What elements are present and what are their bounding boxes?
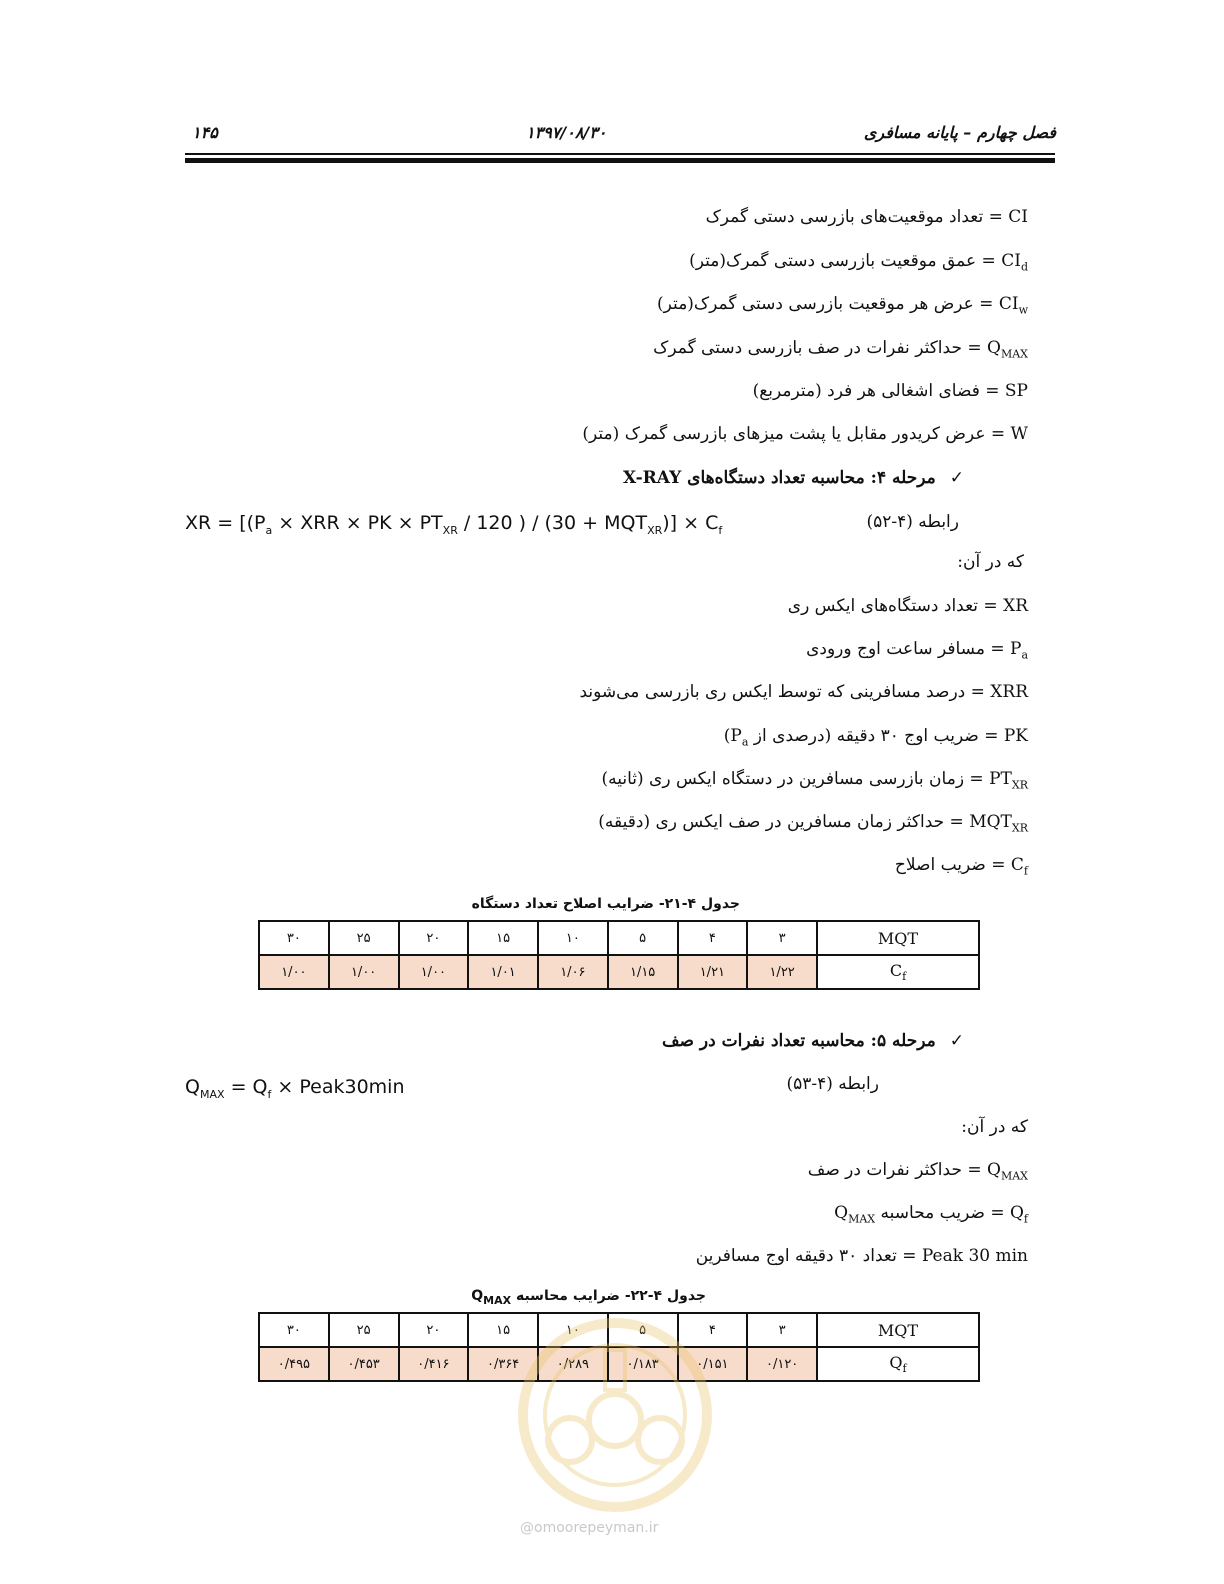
table-row-label (817, 1347, 979, 1381)
table-cell: ۲۰ (399, 921, 469, 955)
table-cell: ۵ (608, 921, 678, 955)
table-row-label (817, 955, 979, 989)
eq-sub: f (718, 523, 723, 537)
definition-tail: ) (723, 726, 731, 746)
definition-text: = مسافر ساعت اوج ورودی (806, 639, 1005, 659)
check-icon: ✓ (949, 1031, 964, 1051)
symbol: Q (1009, 1203, 1024, 1223)
definition-line (579, 682, 1028, 704)
eq-sub: a (265, 523, 273, 537)
equation-qmax (185, 1076, 405, 1101)
eq-part: = Q (224, 1076, 268, 1098)
page-number: ۱۴۵ (192, 123, 218, 142)
step5-title: مرحله ۵: محاسبه تعداد نفرات در صف (661, 1031, 936, 1051)
symbol: XR (1003, 596, 1028, 616)
symbol-sub: f (1023, 864, 1028, 878)
table-cell: ۴ (678, 1313, 748, 1347)
symbol: P (1009, 639, 1022, 659)
table-cell: ۱۰ (538, 921, 608, 955)
definition-line (753, 381, 1028, 403)
table-cell: ۳ (747, 1313, 817, 1347)
equation-xr (185, 512, 722, 537)
caption-text: جدول ۴-۲۲- ضرایب محاسبه Q (471, 1288, 706, 1304)
caption-sub: MAX (483, 1293, 512, 1307)
table-cell: ۴ (678, 921, 748, 955)
table-cell: ۰/۱۵۱ (678, 1347, 748, 1381)
symbol-sub: XR (1011, 821, 1028, 835)
table-cell: ۳۰ (259, 921, 329, 955)
check-icon: ✓ (949, 468, 964, 488)
row-label-sub: f (902, 1362, 907, 1376)
symbol: SP (1004, 381, 1028, 401)
chapter-title: فصل چهارم – پایانه مسافری (863, 123, 1056, 142)
definition-text: = درصد مسافرینی که توسط ایکس ری بازرسی می‌شوند (579, 682, 985, 702)
definition-text: = فضای اشغالی هر فرد (مترمربع) (752, 381, 1000, 401)
eq-part: / 120 ) / (30 + MQT (457, 512, 648, 534)
table-cell: ۲۵ (329, 921, 399, 955)
table2-caption (471, 1288, 706, 1307)
table-cell: ۲۵ (329, 1313, 399, 1347)
table-cell: ۳ (747, 921, 817, 955)
table-cell: ۱۵ (468, 1313, 538, 1347)
where-label: که در آن: (957, 552, 1024, 572)
table1-caption: جدول ۴-۲۱- ضرایب اصلاح تعداد دستگاه (471, 896, 740, 912)
relation-label: رابطه (۴-۵۳) (786, 1074, 879, 1094)
symbol: Q (987, 338, 1001, 358)
table-cell: ۱/۰۶ (538, 955, 608, 989)
definition-text: = ضریب محاسبه Q (834, 1203, 1005, 1223)
table-head-label: MQT (817, 921, 979, 955)
symbol: MQT (969, 812, 1012, 832)
watermark-text: @omoorepeyman.ir (520, 1520, 659, 1536)
definition-text: = عرض کریدور مقابل یا پشت میزهای بازرسی گمرک (متر) (582, 424, 1006, 444)
definition-line (724, 726, 1028, 748)
definition-text: = تعداد موقعیت‌های بازرسی دستی گمرک (705, 207, 1003, 227)
eq-sub: XR (442, 523, 458, 537)
header-date: ۱۳۹۷/۰۸/۳۰ (526, 123, 607, 142)
definition-line (657, 294, 1028, 316)
table-cell: ۰/۳۶۴ (468, 1347, 538, 1381)
symbol: W (1010, 424, 1028, 444)
step4-heading (623, 468, 964, 488)
definition-line (696, 1246, 1028, 1268)
definition-line (806, 639, 1028, 661)
eq-part: × XRR × PK × PT (272, 512, 443, 534)
table-row (259, 921, 979, 955)
symbol: CI (1001, 251, 1021, 271)
table-cell: ۱/۲۲ (747, 955, 817, 989)
symbol-sub: a (1021, 648, 1028, 662)
table-row (259, 955, 979, 989)
row-label-sub: f (902, 970, 907, 984)
table-cell: ۰/۲۸۹ (538, 1347, 608, 1381)
watermark-logo-icon (510, 1310, 720, 1520)
symbol-sub: MAX (848, 1212, 876, 1226)
definition-line (834, 1203, 1028, 1225)
table-cell: ۲۰ (399, 1313, 469, 1347)
definition-line (706, 207, 1028, 229)
definition-text: = عرض هر موقعیت بازرسی دستی گمرک(متر) (657, 294, 994, 314)
table-cell: ۱/۰۰ (329, 955, 399, 989)
table-head-label: MQT (817, 1313, 979, 1347)
symbol: Q (987, 1160, 1001, 1180)
table-cell: ۰/۴۹۵ (259, 1347, 329, 1381)
symbol: Peak 30 min (921, 1246, 1028, 1266)
definition-line (598, 812, 1028, 834)
eq-sub: MAX (199, 1087, 225, 1101)
eq-part: XR = [(P (185, 512, 266, 534)
definition-text: = تعداد ۳۰ دقیقه اوج مسافرین (695, 1246, 917, 1266)
eq-part: × Peak30min (271, 1076, 405, 1098)
table-cell: ۱۵ (468, 921, 538, 955)
symbol-sub: MAX (1000, 347, 1028, 361)
symbol-sub: f (1023, 1212, 1028, 1226)
header-rule-thin (185, 153, 1055, 155)
symbol-sub: MAX (1000, 1169, 1028, 1183)
table-cell: ۱/۰۰ (259, 955, 329, 989)
table1 (258, 920, 980, 990)
symbol: XRR (990, 682, 1028, 702)
symbol: PT (989, 769, 1012, 789)
relation-label: رابطه (۴-۵۲) (866, 512, 959, 532)
eq-part: )] × C (662, 512, 719, 534)
definition-line (653, 338, 1028, 360)
definition-text: = ضریب اوج ۳۰ دقیقه (درصدی از P (730, 726, 999, 746)
eq-sub: XR (647, 523, 663, 537)
symbol-sub: a (741, 735, 749, 749)
definition-line (601, 769, 1028, 791)
table-cell: ۱/۰۰ (399, 955, 469, 989)
row-label: C (889, 960, 903, 980)
symbol: PK (1003, 726, 1028, 746)
table-cell: ۱/۲۱ (678, 955, 748, 989)
table-cell: ۰/۴۱۶ (399, 1347, 469, 1381)
eq-part: Q (185, 1076, 200, 1098)
definition-line (582, 424, 1028, 446)
definition-text: = عمق موقعیت بازرسی دستی گمرک(متر) (689, 251, 996, 271)
symbol-sub: d (1020, 260, 1028, 274)
row-label: Q (889, 1352, 903, 1372)
symbol: C (1010, 855, 1024, 875)
table-cell: ۱/۱۵ (608, 955, 678, 989)
definition-line (689, 251, 1028, 273)
step5-heading (662, 1031, 964, 1051)
definition-line (788, 596, 1028, 618)
table-cell: ۰/۱۲۰ (747, 1347, 817, 1381)
symbol-sub: w (1018, 303, 1028, 317)
definition-line (895, 855, 1028, 877)
table-cell: ۰/۴۵۳ (329, 1347, 399, 1381)
symbol: CI (1008, 207, 1028, 227)
symbol-sub: XR (1011, 778, 1028, 792)
table-cell: ۱۰ (538, 1313, 608, 1347)
definition-text: = ضریب اصلاح (894, 855, 1006, 875)
definition-text: = حداکثر نفرات در صف (807, 1160, 982, 1180)
definition-line (808, 1160, 1028, 1182)
definition-text: = زمان بازرسی مسافرین در دستگاه ایکس ری (ثانیه) (601, 769, 984, 789)
symbol: CI (998, 294, 1019, 314)
table-cell: ۵ (608, 1313, 678, 1347)
where-label: که در آن: (961, 1117, 1028, 1137)
header-rule-thick (185, 158, 1055, 163)
table-cell: ۳۰ (259, 1313, 329, 1347)
definition-text: = تعداد دستگاه‌های ایکس ری (787, 596, 998, 616)
definition-text: = حداکثر زمان مسافرین در صف ایکس ری (دقیقه) (598, 812, 964, 832)
table-cell: ۰/۱۸۳ (608, 1347, 678, 1381)
eq-sub: f (267, 1087, 272, 1101)
step4-title: مرحله ۴: محاسبه تعداد دستگاه‌های X-RAY (622, 468, 936, 488)
definition-text: = حداکثر نفرات در صف بازرسی دستی گمرک (653, 338, 982, 358)
table-cell: ۱/۰۱ (468, 955, 538, 989)
